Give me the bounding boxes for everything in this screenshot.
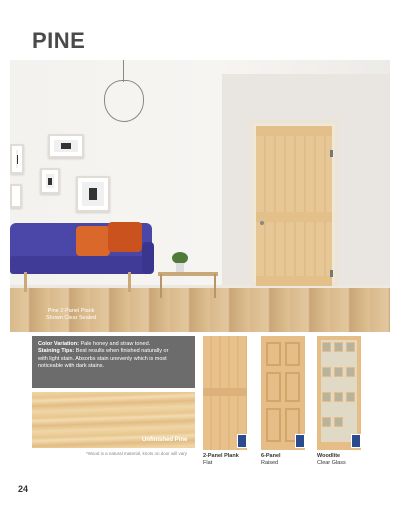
picture-frame (10, 184, 22, 208)
door-rail (256, 212, 332, 222)
table-leg (160, 274, 162, 298)
brand-badge-icon (237, 434, 247, 448)
pine-door (256, 126, 332, 286)
product-label (203, 453, 239, 466)
product-style: Raised (261, 459, 279, 466)
picture-frame (76, 176, 110, 212)
orange-pillow (108, 222, 142, 252)
staining-tips-line: with light stain. Absorbs stain unevenly which is most (38, 355, 167, 362)
pendant-lamp-icon (104, 80, 144, 122)
product-door-woodlite (317, 336, 361, 450)
product-style: Flat (203, 459, 213, 466)
info-box (32, 336, 195, 388)
sample-label: Unfinished Pine (142, 437, 188, 443)
page-title: PINE (32, 28, 86, 53)
brand-badge-icon (295, 434, 305, 448)
color-variation (38, 341, 189, 348)
color-variation-text: Pale honey and straw toned. (80, 341, 151, 347)
door-knob-icon (260, 221, 264, 225)
footnote: *Wood is a natural material, knots on door will vary (86, 451, 187, 456)
staining-tips-text: Best results when finished naturally or (75, 348, 169, 355)
product-label (261, 453, 281, 466)
orange-pillow (76, 226, 110, 256)
product-door-6-panel (261, 336, 305, 450)
plant-pot (176, 263, 184, 272)
product-name: 6-Panel (261, 453, 281, 459)
room-photo (10, 60, 390, 332)
picture-frame (40, 168, 60, 194)
staining-tips (38, 348, 189, 355)
hero-caption (46, 308, 96, 322)
hero-caption-line: Pine 2-Panel Plank (47, 308, 95, 314)
lamp-cord (123, 60, 124, 82)
table-leg (214, 274, 216, 298)
sofa-leg (128, 272, 131, 292)
color-variation-label: Color Variation: (38, 341, 79, 347)
hinge-icon (330, 150, 333, 157)
side-table (158, 272, 218, 276)
product-label (317, 453, 346, 466)
brand-badge-icon (351, 434, 361, 448)
sofa-leg (24, 272, 27, 292)
door-rail (256, 276, 332, 286)
hero-caption-line: Shown Clear Sealed (46, 315, 97, 321)
hinge-icon (330, 270, 333, 277)
picture-frame (10, 144, 24, 174)
product-name: 2-Panel Plank (203, 453, 239, 459)
sofa-arm (142, 242, 154, 274)
product-name: Woodlite (317, 453, 341, 459)
product-door-2-panel-plank (203, 336, 247, 450)
staining-tips-line: noticeable with dark stains. (38, 362, 105, 369)
picture-frame (48, 134, 84, 158)
page-number: 24 (18, 484, 29, 494)
product-style: Clear Glass (317, 459, 346, 466)
door-rail (256, 126, 332, 136)
staining-tips-label: Staining Tips: (38, 348, 75, 355)
